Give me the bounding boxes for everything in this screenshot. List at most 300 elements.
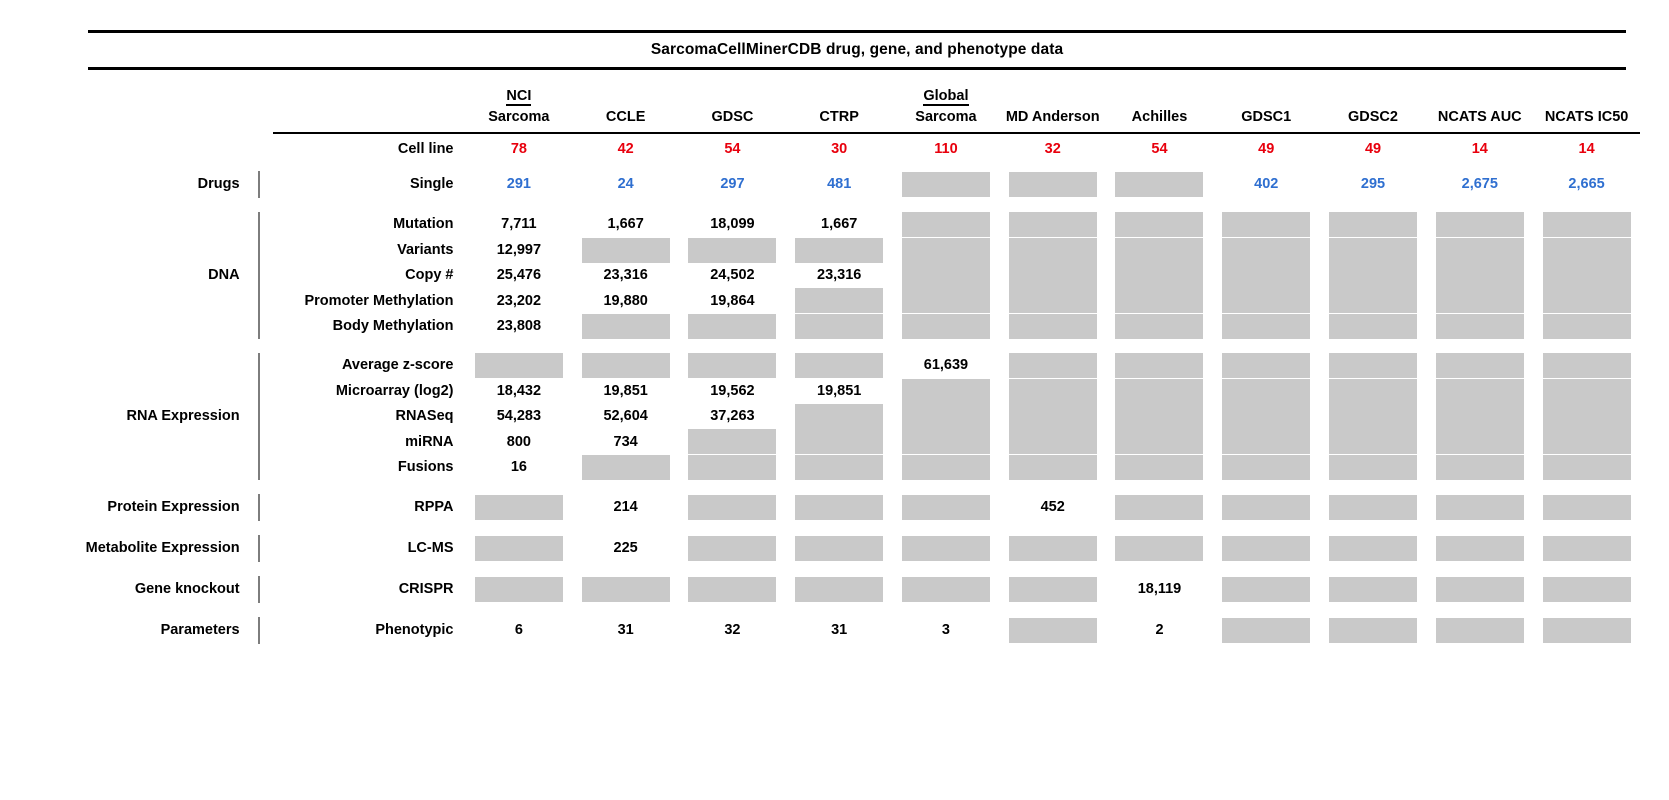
no-data-placeholder — [795, 429, 883, 454]
table-header-row — [0, 107, 1640, 133]
cell-lc-ms-sarcoma — [466, 535, 573, 562]
cell-single-sarcoma — [466, 171, 573, 198]
no-data-placeholder — [1436, 288, 1524, 313]
cell-mutation-ncats-auc — [1426, 212, 1533, 237]
cell-copy--achilles — [1106, 263, 1213, 288]
cell-copy--gdsc — [679, 263, 786, 288]
cell-phenotypic-ctrp — [786, 617, 893, 644]
no-data-placeholder — [475, 495, 563, 520]
column-header-8 — [1320, 107, 1427, 133]
cell-value: 295 — [1360, 176, 1386, 193]
cell-microarray-log2--ncats-auc — [1426, 378, 1533, 403]
cell-single-gdsc — [679, 171, 786, 198]
cell-lc-ms-ncats-ic50 — [1533, 535, 1640, 562]
cell-average-z-score-ctrp — [786, 353, 893, 378]
column-group-header-10 — [1533, 86, 1640, 107]
cell-fusions-gdsc — [679, 455, 786, 480]
cell-lc-ms-gdsc1 — [1213, 535, 1320, 562]
cell-rppa-ncats-ic50 — [1533, 494, 1640, 521]
header-spacer — [246, 86, 274, 107]
cell-copy--ncats-ic50 — [1533, 263, 1640, 288]
column-group-header-6 — [1106, 86, 1213, 107]
no-data-placeholder — [1543, 238, 1631, 263]
row-label-copy-: Copy # — [405, 267, 454, 284]
no-data-placeholder — [688, 495, 776, 520]
no-data-placeholder — [1222, 495, 1310, 520]
cell-cell-line-gdsc2 — [1320, 137, 1427, 162]
cell-value: 31 — [831, 622, 848, 639]
row-label-microarray-log2-: Microarray (log2) — [335, 382, 454, 399]
cell-value: 110 — [934, 141, 958, 158]
no-data-placeholder — [1009, 353, 1097, 378]
no-data-placeholder — [1543, 429, 1631, 454]
cell-promoter-methylation-sarcoma — [893, 288, 1000, 313]
cell-mirna-ncats-auc — [1426, 429, 1533, 454]
no-data-placeholder — [1436, 455, 1524, 480]
group-label-dna: DNA — [208, 267, 240, 284]
cell-copy--ccle — [572, 263, 679, 288]
section-spacer-cell — [0, 521, 1640, 535]
cell-lc-ms-gdsc2 — [1320, 535, 1427, 562]
no-data-placeholder — [1222, 314, 1310, 339]
cell-crispr-ncats-auc — [1426, 576, 1533, 603]
cell-rnaseq-gdsc — [679, 404, 786, 429]
cell-rnaseq-sarcoma — [466, 404, 573, 429]
cell-value: 18,119 — [1137, 581, 1182, 598]
no-data-placeholder — [1115, 495, 1203, 520]
cell-mutation-ccle — [572, 212, 679, 237]
no-data-placeholder — [902, 263, 990, 288]
cell-value: 14 — [1578, 141, 1595, 158]
table-row — [0, 353, 1640, 378]
column-header-10 — [1533, 107, 1640, 133]
row-label-average-z-score: Average z-score — [342, 357, 454, 374]
cell-microarray-log2--sarcoma — [893, 378, 1000, 403]
no-data-placeholder — [1543, 618, 1631, 643]
no-data-placeholder — [795, 536, 883, 561]
cell-body-methylation-ncats-auc — [1426, 314, 1533, 339]
cell-value: 12,997 — [496, 241, 542, 258]
row-label-rnaseq: RNASeq — [395, 408, 454, 425]
cell-phenotypic-sarcoma — [466, 617, 573, 644]
column-header-label: MD Anderson — [1005, 108, 1100, 125]
no-data-placeholder — [1115, 263, 1203, 288]
cell-cell-line-gdsc1 — [1213, 137, 1320, 162]
cell-rppa-sarcoma — [466, 494, 573, 521]
no-data-placeholder — [1009, 429, 1097, 454]
cell-value: 1,667 — [821, 216, 858, 233]
no-data-placeholder — [688, 353, 776, 378]
cell-mirna-ncats-ic50 — [1533, 429, 1640, 454]
no-data-placeholder — [1436, 379, 1524, 404]
no-data-placeholder — [1009, 618, 1097, 643]
cell-single-achilles — [1106, 171, 1213, 198]
cell-variants-sarcoma — [466, 237, 573, 262]
cell-average-z-score-achilles — [1106, 353, 1213, 378]
cell-average-z-score-gdsc2 — [1320, 353, 1427, 378]
cell-phenotypic-sarcoma — [893, 617, 1000, 644]
cell-microarray-log2--gdsc — [679, 378, 786, 403]
no-data-placeholder — [902, 212, 990, 237]
no-data-placeholder — [1115, 314, 1203, 339]
cell-value: 19,562 — [710, 382, 755, 399]
no-data-placeholder — [1222, 404, 1310, 429]
no-data-placeholder — [1329, 288, 1417, 313]
cell-crispr-sarcoma — [893, 576, 1000, 603]
column-group-header-1 — [572, 86, 679, 107]
cell-value: 49 — [1258, 141, 1275, 158]
cell-fusions-ncats-ic50 — [1533, 455, 1640, 480]
row-label-body-methylation: Body Methylation — [332, 318, 454, 335]
no-data-placeholder — [1009, 314, 1097, 339]
column-header-label: GDSC — [711, 108, 754, 125]
table-row — [0, 494, 1640, 521]
no-data-placeholder — [688, 536, 776, 561]
no-data-placeholder — [1543, 455, 1631, 480]
cell-mirna-gdsc1 — [1213, 429, 1320, 454]
cell-single-ncats-ic50 — [1533, 171, 1640, 198]
no-data-placeholder — [688, 455, 776, 480]
cell-value: 734 — [613, 433, 638, 450]
no-data-placeholder — [1436, 536, 1524, 561]
cell-value: 31 — [617, 622, 634, 639]
cell-lc-ms-achilles — [1106, 535, 1213, 562]
cell-rnaseq-achilles — [1106, 404, 1213, 429]
cell-value: 452 — [1040, 499, 1065, 516]
header-spacer — [0, 86, 246, 107]
cell-promoter-methylation-gdsc — [679, 288, 786, 313]
no-data-placeholder — [1436, 618, 1524, 643]
header-spacer — [273, 86, 465, 107]
cell-cell-line-md-anderson — [999, 137, 1106, 162]
row-label-single: Single — [409, 176, 454, 193]
cell-value: 23,202 — [496, 292, 542, 309]
cell-value: 14 — [1471, 141, 1488, 158]
column-header-6 — [1106, 107, 1213, 133]
no-data-placeholder — [1436, 404, 1524, 429]
no-data-placeholder — [1009, 212, 1097, 237]
cell-variants-md-anderson — [999, 237, 1106, 262]
no-data-placeholder — [795, 238, 883, 263]
vertical-separator — [258, 353, 260, 480]
section-spacer — [0, 521, 1640, 535]
group-separator-bar — [246, 494, 274, 521]
no-data-placeholder — [582, 314, 670, 339]
no-data-placeholder — [1436, 429, 1524, 454]
cell-rppa-gdsc — [679, 494, 786, 521]
table-row — [0, 137, 1640, 162]
row-label-cell-line: Cell line — [397, 141, 454, 158]
cell-crispr-ncats-ic50 — [1533, 576, 1640, 603]
cell-value: 18,432 — [496, 382, 542, 399]
group-separator-bar — [246, 576, 274, 603]
no-data-placeholder — [1222, 353, 1310, 378]
title-rule-top — [88, 30, 1626, 33]
no-data-placeholder — [1543, 314, 1631, 339]
cell-single-ctrp — [786, 171, 893, 198]
cell-variants-gdsc1 — [1213, 237, 1320, 262]
cell-fusions-gdsc2 — [1320, 455, 1427, 480]
column-header-3 — [786, 107, 893, 133]
cell-mirna-achilles — [1106, 429, 1213, 454]
cell-fusions-ncats-auc — [1426, 455, 1533, 480]
cell-value: 2 — [1155, 622, 1164, 639]
cell-value: 37,263 — [710, 408, 755, 425]
cell-value: 214 — [613, 499, 638, 516]
no-data-placeholder — [902, 172, 990, 197]
cell-value: 2,675 — [1461, 176, 1498, 193]
cell-lc-ms-sarcoma — [893, 535, 1000, 562]
no-data-placeholder — [582, 238, 670, 263]
cell-value: 291 — [506, 176, 531, 193]
column-header-label: Sarcoma — [915, 108, 977, 125]
column-group-header-4 — [893, 86, 1000, 107]
cell-mirna-ccle — [572, 429, 679, 454]
cell-promoter-methylation-ncats-auc — [1426, 288, 1533, 313]
cell-average-z-score-gdsc1 — [1213, 353, 1320, 378]
cell-microarray-log2--gdsc1 — [1213, 378, 1320, 403]
vertical-separator — [258, 494, 260, 521]
cell-value: 19,851 — [817, 382, 862, 399]
cell-phenotypic-ccle — [572, 617, 679, 644]
no-data-placeholder — [1329, 353, 1417, 378]
cell-fusions-sarcoma — [466, 455, 573, 480]
cell-value: 32 — [724, 622, 741, 639]
cell-mutation-md-anderson — [999, 212, 1106, 237]
cell-single-ccle — [572, 171, 679, 198]
no-data-placeholder — [1009, 288, 1097, 313]
cell-promoter-methylation-sarcoma — [466, 288, 573, 313]
column-header-label: CCLE — [605, 108, 646, 125]
cell-microarray-log2--achilles — [1106, 378, 1213, 403]
cell-body-methylation-gdsc1 — [1213, 314, 1320, 339]
no-data-placeholder — [902, 288, 990, 313]
cell-fusions-achilles — [1106, 455, 1213, 480]
no-data-placeholder — [1329, 618, 1417, 643]
cell-mutation-achilles — [1106, 212, 1213, 237]
cell-cell-line-achilles — [1106, 137, 1213, 162]
row-label-mutation: Mutation — [393, 216, 454, 233]
cell-fusions-ctrp — [786, 455, 893, 480]
cell-rppa-sarcoma — [893, 494, 1000, 521]
column-header-label: GDSC2 — [1348, 108, 1398, 125]
cell-mutation-sarcoma — [466, 212, 573, 237]
cell-rnaseq-ctrp — [786, 404, 893, 429]
cell-value: 1,667 — [607, 216, 644, 233]
cell-variants-ctrp — [786, 237, 893, 262]
column-header-7 — [1213, 107, 1320, 133]
cell-fusions-gdsc1 — [1213, 455, 1320, 480]
cell-value: 402 — [1254, 176, 1279, 193]
cell-value: 54 — [1151, 141, 1168, 158]
cell-mirna-ctrp — [786, 429, 893, 454]
cell-value: 23,316 — [817, 267, 862, 284]
cell-average-z-score-sarcoma — [466, 353, 573, 378]
cell-rppa-gdsc1 — [1213, 494, 1320, 521]
column-group-header-2 — [679, 86, 786, 107]
no-data-placeholder — [1222, 263, 1310, 288]
no-data-placeholder — [1115, 536, 1203, 561]
cell-crispr-gdsc1 — [1213, 576, 1320, 603]
cell-crispr-achilles — [1106, 576, 1213, 603]
section-spacer — [0, 162, 1640, 171]
cell-average-z-score-md-anderson — [999, 353, 1106, 378]
cell-crispr-gdsc2 — [1320, 576, 1427, 603]
cell-copy--ctrp — [786, 263, 893, 288]
cell-rnaseq-ncats-ic50 — [1533, 404, 1640, 429]
no-data-placeholder — [795, 455, 883, 480]
no-data-placeholder — [1222, 618, 1310, 643]
cell-mirna-sarcoma — [466, 429, 573, 454]
column-header-4 — [893, 107, 1000, 133]
no-data-placeholder — [1543, 536, 1631, 561]
cell-variants-achilles — [1106, 237, 1213, 262]
section-spacer-cell — [0, 198, 1640, 212]
cell-value: 61,639 — [923, 357, 969, 374]
cell-value: 24 — [617, 176, 634, 193]
cell-value: 6 — [514, 622, 523, 639]
no-data-placeholder — [1543, 577, 1631, 602]
section-spacer-cell — [0, 162, 1640, 171]
no-data-placeholder — [1436, 495, 1524, 520]
cell-copy--md-anderson — [999, 263, 1106, 288]
cell-value: 18,099 — [710, 216, 755, 233]
no-data-placeholder — [582, 455, 670, 480]
vertical-separator — [258, 212, 260, 339]
cell-body-methylation-achilles — [1106, 314, 1213, 339]
no-data-placeholder — [1222, 379, 1310, 404]
no-data-placeholder — [1009, 404, 1097, 429]
group-separator-bar — [246, 137, 274, 162]
no-data-placeholder — [902, 314, 990, 339]
cell-value: 297 — [720, 176, 745, 193]
cell-variants-ncats-ic50 — [1533, 237, 1640, 262]
no-data-placeholder — [1329, 455, 1417, 480]
cell-copy--ncats-auc — [1426, 263, 1533, 288]
column-group-header-0 — [466, 86, 573, 107]
no-data-placeholder — [1329, 263, 1417, 288]
cell-promoter-methylation-achilles — [1106, 288, 1213, 313]
vertical-separator — [258, 576, 260, 603]
cell-phenotypic-gdsc — [679, 617, 786, 644]
cell-mutation-gdsc — [679, 212, 786, 237]
row-label-promoter-methylation: Promoter Methylation — [304, 292, 454, 309]
cell-promoter-methylation-ncats-ic50 — [1533, 288, 1640, 313]
cell-mutation-ctrp — [786, 212, 893, 237]
cell-body-methylation-md-anderson — [999, 314, 1106, 339]
cell-mirna-gdsc2 — [1320, 429, 1427, 454]
column-group-header-7 — [1213, 86, 1320, 107]
group-label-none — [0, 137, 246, 162]
cell-single-gdsc2 — [1320, 171, 1427, 198]
no-data-placeholder — [1329, 212, 1417, 237]
cell-fusions-md-anderson — [999, 455, 1106, 480]
no-data-placeholder — [902, 577, 990, 602]
table-header-top-row — [0, 86, 1640, 107]
group-separator-bar — [246, 535, 274, 562]
no-data-placeholder — [902, 238, 990, 263]
no-data-placeholder — [795, 353, 883, 378]
cell-phenotypic-gdsc1 — [1213, 617, 1320, 644]
no-data-placeholder — [688, 577, 776, 602]
no-data-placeholder — [1329, 495, 1417, 520]
column-header-label: CTRP — [819, 108, 859, 125]
no-data-placeholder — [1436, 238, 1524, 263]
no-data-placeholder — [1329, 314, 1417, 339]
no-data-placeholder — [1543, 404, 1631, 429]
no-data-placeholder — [1009, 263, 1097, 288]
cell-variants-gdsc — [679, 237, 786, 262]
cell-value: 23,316 — [603, 267, 648, 284]
vertical-separator — [258, 617, 260, 644]
cell-phenotypic-ncats-ic50 — [1533, 617, 1640, 644]
table-row — [0, 576, 1640, 603]
cell-phenotypic-achilles — [1106, 617, 1213, 644]
column-header-1 — [572, 107, 679, 133]
cell-microarray-log2--sarcoma — [466, 378, 573, 403]
header-spacer — [273, 107, 465, 133]
no-data-placeholder — [1543, 212, 1631, 237]
column-group-header-5 — [999, 86, 1106, 107]
no-data-placeholder — [1329, 238, 1417, 263]
no-data-placeholder — [1009, 238, 1097, 263]
group-label-protein-expression: Protein Expression — [107, 499, 240, 516]
column-header-label: GDSC1 — [1241, 108, 1292, 125]
cell-value: 7,711 — [501, 216, 537, 233]
table-row — [0, 535, 1640, 562]
cell-average-z-score-ncats-auc — [1426, 353, 1533, 378]
cell-cell-line-sarcoma — [466, 137, 573, 162]
figure-title: SarcomaCellMinerCDB drug, gene, and phenotype data — [650, 41, 1064, 58]
row-label-variants: Variants — [397, 241, 454, 258]
cell-microarray-log2--ctrp — [786, 378, 893, 403]
no-data-placeholder — [475, 353, 563, 378]
cell-cell-line-ctrp — [786, 137, 893, 162]
cell-body-methylation-sarcoma — [466, 314, 573, 339]
row-label-rppa: RPPA — [414, 499, 454, 516]
cell-lc-ms-ccle — [572, 535, 679, 562]
section-spacer-cell — [0, 603, 1640, 617]
no-data-placeholder — [1543, 495, 1631, 520]
no-data-placeholder — [1115, 353, 1203, 378]
no-data-placeholder — [902, 536, 990, 561]
no-data-placeholder — [1329, 404, 1417, 429]
no-data-placeholder — [795, 314, 883, 339]
group-label-drugs: Drugs — [197, 176, 240, 193]
column-header-0 — [466, 107, 573, 133]
cell-value: 481 — [827, 176, 852, 193]
cell-value: 23,808 — [496, 318, 542, 335]
section-spacer-cell — [0, 339, 1640, 353]
cell-average-z-score-sarcoma — [893, 353, 1000, 378]
cell-phenotypic-md-anderson — [999, 617, 1106, 644]
cell-mirna-sarcoma — [893, 429, 1000, 454]
cell-microarray-log2--ncats-ic50 — [1533, 378, 1640, 403]
no-data-placeholder — [1543, 288, 1631, 313]
section-spacer — [0, 603, 1640, 617]
column-header-label: NCATS AUC — [1437, 108, 1522, 125]
no-data-placeholder — [1009, 379, 1097, 404]
column-header-2 — [679, 107, 786, 133]
group-label-metabolite-expression: Metabolite Expression — [85, 540, 240, 557]
cell-cell-line-ccle — [572, 137, 679, 162]
no-data-placeholder — [1115, 238, 1203, 263]
cell-body-methylation-ccle — [572, 314, 679, 339]
column-header-label: Achilles — [1131, 108, 1188, 125]
cell-body-methylation-gdsc — [679, 314, 786, 339]
cell-variants-sarcoma — [893, 237, 1000, 262]
cell-average-z-score-ncats-ic50 — [1533, 353, 1640, 378]
